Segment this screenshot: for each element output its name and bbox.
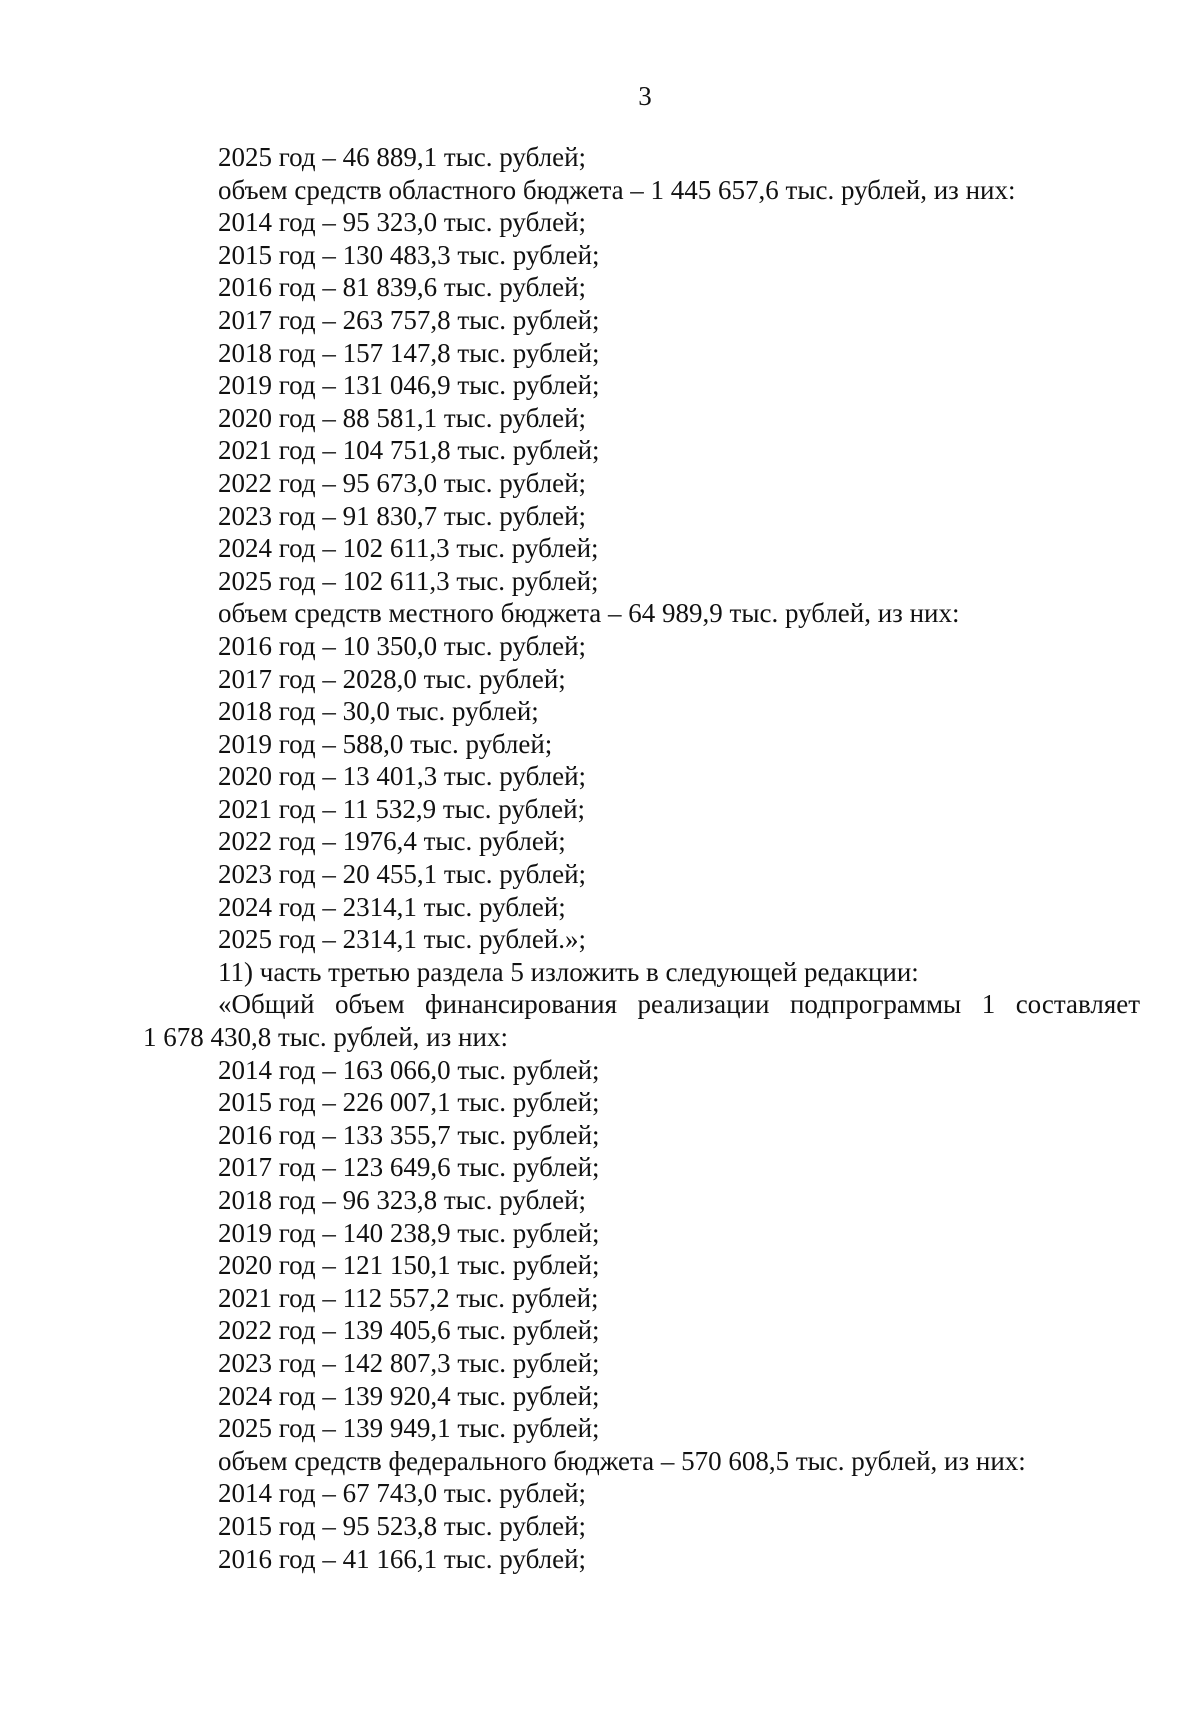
- text-line: 2025 год – 139 949,1 тыс. рублей;: [218, 1413, 600, 1444]
- text-line: 2015 год – 130 483,3 тыс. рублей;: [218, 239, 600, 270]
- text-line: 2025 год – 102 611,3 тыс. рублей;: [218, 565, 599, 596]
- paragraph-total-funding-continuation: 1 678 430,8 тыс. рублей, из них:: [143, 1022, 508, 1053]
- word: составляет: [1015, 989, 1141, 1020]
- word: «Общий: [218, 989, 315, 1020]
- text-line: 2024 год – 102 611,3 тыс. рублей;: [218, 533, 599, 564]
- text-line: 2014 год – 67 743,0 тыс. рублей;: [218, 1478, 587, 1509]
- text-line: 2023 год – 91 830,7 тыс. рублей;: [218, 500, 587, 531]
- document-body: [143, 141, 1140, 1575]
- text-line: 2018 год – 30,0 тыс. рублей;: [218, 696, 539, 727]
- text-line: 2020 год – 13 401,3 тыс. рублей;: [218, 761, 587, 792]
- word: реализации: [637, 989, 770, 1020]
- text-line: 2015 год – 95 523,8 тыс. рублей;: [218, 1510, 587, 1541]
- word: финансирования: [425, 989, 617, 1020]
- text-line: 2019 год – 131 046,9 тыс. рублей;: [218, 370, 600, 401]
- text-line: 2024 год – 139 920,4 тыс. рублей;: [218, 1380, 600, 1411]
- text-line: 2016 год – 81 839,6 тыс. рублей;: [218, 272, 587, 303]
- text-line: 2022 год – 1976,4 тыс. рублей;: [218, 826, 566, 857]
- text-line: объем средств областного бюджета – 1 445 657,6 тыс. рублей, из них:: [218, 174, 1016, 205]
- text-line: 2014 год – 95 323,0 тыс. рублей;: [218, 207, 587, 238]
- word: объем: [334, 989, 405, 1020]
- text-line: 2016 год – 10 350,0 тыс. рублей;: [218, 630, 587, 661]
- text-line: 2024 год – 2314,1 тыс. рублей;: [218, 891, 566, 922]
- text-line: 2017 год – 263 757,8 тыс. рублей;: [218, 304, 600, 335]
- text-line: 2023 год – 142 807,3 тыс. рублей;: [218, 1347, 600, 1378]
- text-line: 2019 год – 588,0 тыс. рублей;: [218, 728, 553, 759]
- funding-list-subprogram: [143, 1054, 1140, 1576]
- text-line: 2020 год – 88 581,1 тыс. рублей;: [218, 402, 587, 433]
- text-line: 2019 год – 140 238,9 тыс. рублей;: [218, 1217, 600, 1248]
- text-line: 2021 год – 11 532,9 тыс. рублей;: [218, 793, 586, 824]
- text-line: 2014 год – 163 066,0 тыс. рублей;: [218, 1054, 600, 1085]
- text-line: 2021 год – 112 557,2 тыс. рублей;: [218, 1282, 599, 1313]
- paragraph-total-funding: [143, 988, 1140, 1021]
- text-line: 2015 год – 226 007,1 тыс. рублей;: [218, 1087, 600, 1118]
- text-line: 2023 год – 20 455,1 тыс. рублей;: [218, 859, 587, 890]
- text-line: объем средств местного бюджета – 64 989,9 тыс. рублей, из них:: [218, 598, 960, 629]
- text-line: 2022 год – 139 405,6 тыс. рублей;: [218, 1315, 600, 1346]
- text-line: 2018 год – 157 147,8 тыс. рублей;: [218, 337, 600, 368]
- text-line: 2017 год – 2028,0 тыс. рублей;: [218, 663, 566, 694]
- text-line: 2021 год – 104 751,8 тыс. рублей;: [218, 435, 600, 466]
- page-number: 3: [638, 81, 652, 111]
- text-line: объем средств федерального бюджета – 570 608,5 тыс. рублей, из них:: [218, 1445, 1026, 1476]
- text-line: 11) часть третью раздела 5 изложить в следующей редакции:: [218, 956, 919, 987]
- text-line: 2020 год – 121 150,1 тыс. рублей;: [218, 1250, 600, 1281]
- text-line: 2016 год – 41 166,1 тыс. рублей;: [218, 1543, 587, 1574]
- text-line: 2017 год – 123 649,6 тыс. рублей;: [218, 1152, 600, 1183]
- text-line: 2016 год – 133 355,7 тыс. рублей;: [218, 1119, 600, 1150]
- text-line: 2025 год – 46 889,1 тыс. рублей;: [218, 142, 587, 172]
- text-line: 2018 год – 96 323,8 тыс. рублей;: [218, 1185, 587, 1215]
- text-line: 2022 год – 95 673,0 тыс. рублей;: [218, 467, 587, 498]
- text-line: 2025 год – 2314,1 тыс. рублей.»;: [218, 924, 587, 955]
- funding-list-regional-local: [143, 141, 1140, 988]
- word: подпрограммы 1: [789, 989, 996, 1020]
